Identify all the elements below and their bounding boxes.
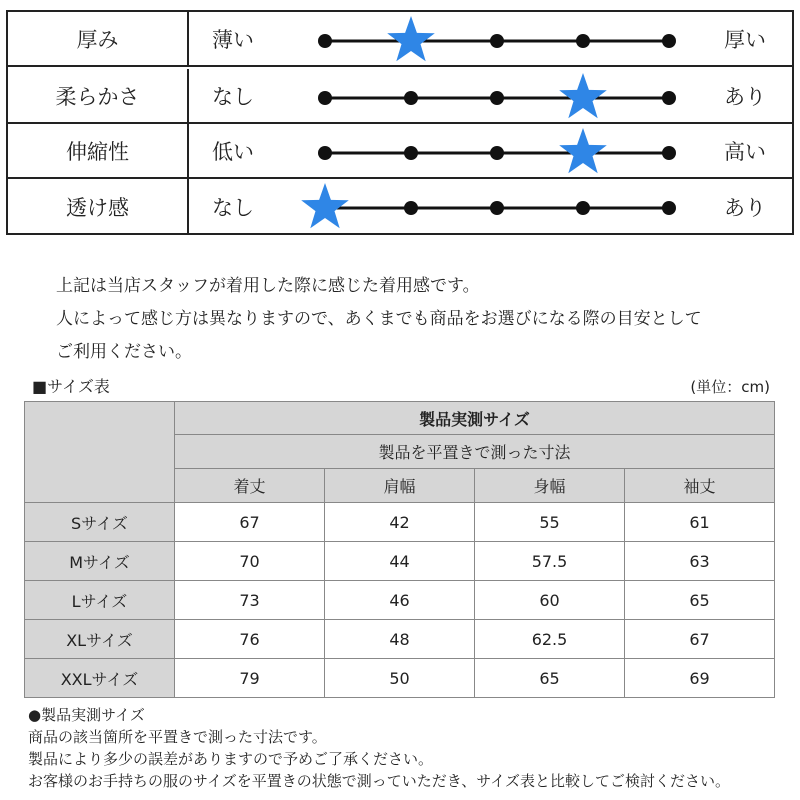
feel-row-sheerness [8, 179, 792, 235]
table-cell: 67 [625, 620, 775, 659]
scale-dot [662, 201, 676, 215]
scale-dot [490, 201, 504, 215]
star-marker-icon [387, 16, 435, 61]
feel-left-label: なし [212, 84, 254, 109]
scale-dot [576, 201, 590, 215]
table-cell: 65 [475, 659, 625, 698]
feel-scale [298, 12, 678, 67]
table-cell: 60 [475, 581, 625, 620]
table-row [25, 503, 775, 542]
size-table [24, 401, 775, 698]
table-row [25, 659, 775, 698]
note-line: ご利用ください。 [56, 342, 192, 362]
feel-scale [298, 124, 678, 179]
table-cell: 70 [175, 542, 325, 581]
table-cell: 50 [325, 659, 475, 698]
feel-left-label: 低い [212, 139, 254, 164]
note-line: 人によって感じ方は異なりますので、あくまでも商品をお選びになる際の目安として [56, 309, 702, 329]
feel-left-label: 薄い [212, 27, 254, 52]
scale-dot [404, 91, 418, 105]
table-cell: 44 [325, 542, 475, 581]
footer-notes [28, 704, 798, 792]
size-label: XLサイズ [25, 620, 175, 659]
star-marker-icon [559, 73, 607, 118]
feel-left-label: なし [212, 196, 254, 220]
feel-scale [298, 179, 678, 234]
star-marker-icon [301, 183, 349, 228]
fit-note [56, 270, 776, 369]
footer-line: お客様のお手持ちの服のサイズを平置きの状態で測っていただき、サイズ表と比較してご検討ください。 [28, 772, 731, 790]
table-cell: 65 [625, 581, 775, 620]
scale-dot [490, 34, 504, 48]
footer-line: 製品により多少の誤差がありますので予めご了承ください。 [28, 750, 434, 768]
scale-dot [318, 34, 332, 48]
size-table-heading: ■サイズ表 [32, 377, 110, 396]
scale-dot [404, 201, 418, 215]
feel-right-label: 厚い [724, 27, 766, 52]
feel-right-label: あり [724, 84, 766, 109]
feel-label: 透け感 [8, 179, 189, 235]
scale-dot [490, 91, 504, 105]
star-marker-icon [559, 128, 607, 173]
feel-label: 厚み [8, 12, 189, 65]
size-label: Mサイズ [25, 542, 175, 581]
table-cell: 55 [475, 503, 625, 542]
table-cell: 61 [625, 503, 775, 542]
footer-line: ●製品実測サイズ [28, 706, 145, 724]
feel-scale [298, 69, 678, 124]
column-header: 袖丈 [625, 469, 775, 503]
feel-right-label: 高い [724, 139, 766, 164]
column-header: 肩幅 [325, 469, 475, 503]
corner-cell [25, 402, 175, 503]
table-cell: 62.5 [475, 620, 625, 659]
table-cell: 57.5 [475, 542, 625, 581]
table-row [25, 581, 775, 620]
table-cell: 67 [175, 503, 325, 542]
unit-label: (単位：cm) [690, 378, 770, 396]
scale-dot [662, 91, 676, 105]
scale-dot [662, 34, 676, 48]
scale-dot [318, 146, 332, 160]
feel-label: 伸縮性 [8, 124, 189, 177]
table-cell: 76 [175, 620, 325, 659]
feel-table [6, 10, 794, 235]
size-label: Sサイズ [25, 503, 175, 542]
table-cell: 63 [625, 542, 775, 581]
table-row [25, 620, 775, 659]
table-cell: 46 [325, 581, 475, 620]
scale-dot [404, 146, 418, 160]
table-cell: 42 [325, 503, 475, 542]
table-cell: 48 [325, 620, 475, 659]
feel-label: 柔らかさ [8, 69, 189, 122]
group-subtitle: 製品を平置きで測った寸法 [175, 435, 775, 469]
table-row [25, 542, 775, 581]
table-cell: 79 [175, 659, 325, 698]
scale-dot [490, 146, 504, 160]
table-cell: 69 [625, 659, 775, 698]
note-line: 上記は当店スタッフが着用した際に感じた着用感です。 [56, 276, 480, 296]
size-label: Lサイズ [25, 581, 175, 620]
feel-right-label: あり [724, 196, 766, 220]
group-title: 製品実測サイズ [175, 402, 775, 435]
feel-row-softness [8, 69, 792, 124]
scale-dot [662, 146, 676, 160]
footer-line: 商品の該当箇所を平置きで測った寸法です。 [28, 728, 327, 746]
scale-dot [576, 34, 590, 48]
column-header: 着丈 [175, 469, 325, 503]
table-cell: 73 [175, 581, 325, 620]
feel-row-stretch [8, 124, 792, 179]
column-header: 身幅 [475, 469, 625, 503]
feel-row-thickness [8, 12, 792, 67]
scale-dot [318, 91, 332, 105]
size-label: XXLサイズ [25, 659, 175, 698]
